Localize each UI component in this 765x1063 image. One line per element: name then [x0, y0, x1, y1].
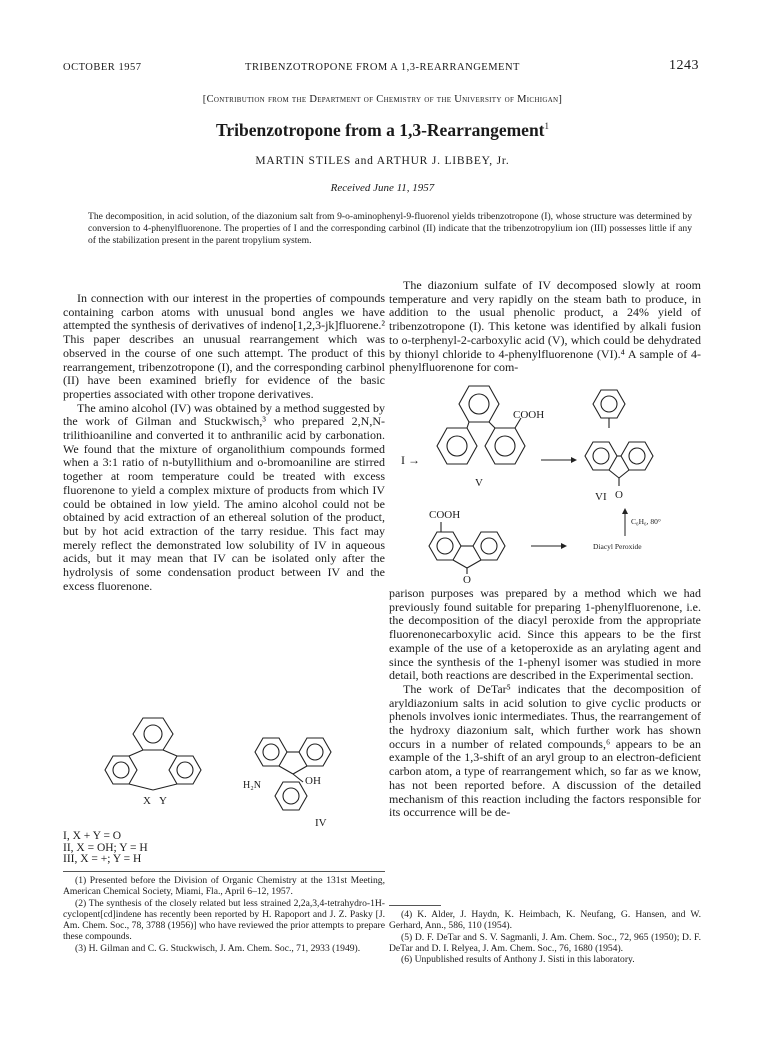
abstract: The decomposition, in acid solution, of the diazonium salt from 9-o-aminophenyl-9-fluorenol yields tribenzotropone (I), whose structure was determined by conversion to 4-phenylfluorenone. The properties of I and the corresponding carbinol (II) indicate that the tribenzotropylium ion (III) possesses little if any of the stabilization present in the parent tropylium system.	[88, 211, 692, 246]
legend-line: III, X = +; Y = H	[63, 853, 142, 865]
scheme-label-v: V	[475, 477, 483, 489]
arrow-head-up	[622, 508, 628, 514]
running-header-date: OCTOBER 1957	[63, 62, 142, 73]
body-right-column-top	[389, 279, 701, 375]
scheme-label-i-arrow: I →	[401, 453, 420, 467]
footnote: (4) K. Alder, J. Haydn, K. Heimbach, K. Neufang, G. Hansen, and W. Gerhard, Ann., 586, 110 (1954).	[389, 909, 701, 932]
scheme-label-reagent: C₆H₆, 80°	[631, 517, 661, 526]
legend-line: I, X + Y = O	[63, 830, 122, 842]
footnotes-right	[389, 909, 701, 965]
structure-vi	[585, 390, 653, 486]
structure-v	[437, 386, 525, 464]
paragraph: parison purposes was prepared by a method which we had previously found suitable for preparing 1-phenylfluorenone, i.e. the decomposition of the diacyl peroxide from the appropriate fluorenonecarboxylic acid. Since this appears to be the first example of the use of a ketoperoxide as an arylating agent and since the synthesis of the 1-phenyl isomer was studied in more detail, both reactions are described in the Experimental section.	[389, 586, 701, 683]
scheme-label-o-vi: O	[615, 489, 623, 501]
body-left-column	[63, 292, 385, 593]
scheme-label-cooh-bottom: COOH	[429, 509, 461, 521]
scheme-label-oh: OH	[305, 775, 321, 787]
legend-line: II, X = OH; Y = H	[63, 841, 148, 854]
received-date: Received June 11, 1957	[330, 182, 435, 194]
footnote-rule-left	[63, 871, 385, 872]
running-header-title: TRIBENZOTROPONE FROM A 1,3-REARRANGEMENT	[245, 62, 520, 73]
footnote: (2) The synthesis of the closely related but less strained 2,2a,3,4-tetrahydro-1H-cyclopent[cd]indene has recently been reported by H. Rapoport and J. Z. Pasky [J. Am. Chem. Soc., 78, 3788 (1956)] who have reviewed the prior attempts to prepare these compounds.	[63, 897, 385, 943]
footnote: (5) D. F. DeTar and S. V. Sagmanli, J. Am. Chem. Soc., 72, 965 (1950); D. F. DeTar and D. I. Relyea, J. Am. Chem. Soc., 76, 1680 (1954).	[389, 931, 701, 954]
footnote: (3) H. Gilman and C. G. Stuckwisch, J. Am. Chem. Soc., 71, 2933 (1949).	[75, 942, 361, 954]
scheme-label-iv: IV	[315, 817, 327, 829]
structure-tribenzotropone	[105, 718, 201, 790]
structure-iv	[255, 738, 331, 810]
footnotes-left	[63, 875, 385, 954]
contribution-line: [Contribution from the Department of Chemistry of the University of Michigan]	[202, 94, 563, 105]
footnote: (6) Unpublished results of Anthony J. Sisti in this laboratory.	[401, 954, 635, 966]
authors: MARTIN STILES and ARTHUR J. LIBBEY, Jr.	[255, 155, 510, 167]
scheme-label-cooh-top: COOH	[513, 409, 545, 421]
scheme-label-o-bottom: O	[463, 574, 471, 584]
body-right-column-bottom	[389, 587, 701, 820]
footnote-rule-right	[389, 905, 441, 906]
structure-legend	[63, 831, 148, 866]
scheme-label-h2n: H₂N	[243, 780, 261, 791]
title-footnote-marker: 1	[544, 121, 550, 132]
article-title-text: Tribenzotropone from a 1,3-Rearrangement	[215, 120, 545, 140]
reaction-scheme-right	[389, 368, 701, 584]
paragraph: The diazonium sulfate of IV decomposed slowly at room temperature and very rapidly on the steam bath to produce, in addition to the usual phenolic product, a 24% yield of tribenzotropone (I). This ketone was identified by alkali fusion to o-terphenyl-2-carboxylic acid (V), which could be dehydrated by thionyl chloride to 4-phenylfluorenone (VI).⁴ A sample of 4-phenylfluorenone for com-	[389, 278, 701, 375]
paragraph: The amino alcohol (IV) was obtained by a method suggested by the work of Gilman and Stuckwisch,³ who prepared 2,N,N-trilithioaniline and converted it to anthranilic acid by carbonation. We found that the mixture of organolithium compounds formed when a 3:1 ratio of n-butyllithium and o-bromoaniline are stirred together at room temperature could be treated with excess fluorenone to yield a complex mixture of products from which IV could be obtained in low yield. The amino alcohol could not be obtained by acid extraction of an ethereal solution of the product, but by hot acid extraction of the tarry residue. This fact may merely reflect the demonstrated low solubility of IV in aqueous acids, but it may mean that IV can be isolated only after the hydrolysis of some condensation product between IV and the excess fluorenone.	[63, 400, 385, 593]
paragraph: The work of DeTar⁵ indicates that the decomposition of aryldiazonium salts in acid solution to give cyclic products or phenols involves ionic intermediates. Thus, the rearrangement of the hydroxy diazonium salt, which further work has shown occurs in a number of related compounds,⁶ appears to be an example of the 1,3-shift of an aryl group to an electron-deficient carbon atom, a type of rearrangement which, so far as we know, has not been reported before. A discussion of the detailed mechanism of this reaction including the factors responsible for its occurrence will be de-	[389, 681, 701, 820]
scheme-label-vi: VI	[595, 491, 607, 503]
scheme-label-y: Y	[159, 795, 167, 807]
structure-fluorenone-acid	[429, 522, 505, 574]
arrow-head	[571, 457, 577, 463]
scheme-label-diacyl: Diacyl Peroxide	[593, 542, 642, 551]
article-title	[0, 120, 765, 141]
arrow-head-bottom	[561, 543, 567, 549]
footnote: (1) Presented before the Division of Organic Chemistry at the 131st Meeting, American Chemical Society, Miami, Fla., April 6–12, 1957.	[63, 875, 385, 898]
paragraph: In connection with our interest in the properties of compounds containing carbon atoms with unusual bond angles we have attempted the synthesis of derivatives of indeno[1,2,3-jk]fluorene.² This paper describes an unusual rearrangement which was observed in the course of one such attempt. The product of this rearrangement, tribenzotropone (I), and the corresponding carbinol (II) have been examined briefly for evidence of the basic properties associated with other tropone derivatives.	[63, 291, 385, 401]
page-number: 1243	[669, 58, 699, 73]
scheme-label-x: X	[143, 795, 151, 807]
reaction-scheme-left	[63, 712, 385, 830]
